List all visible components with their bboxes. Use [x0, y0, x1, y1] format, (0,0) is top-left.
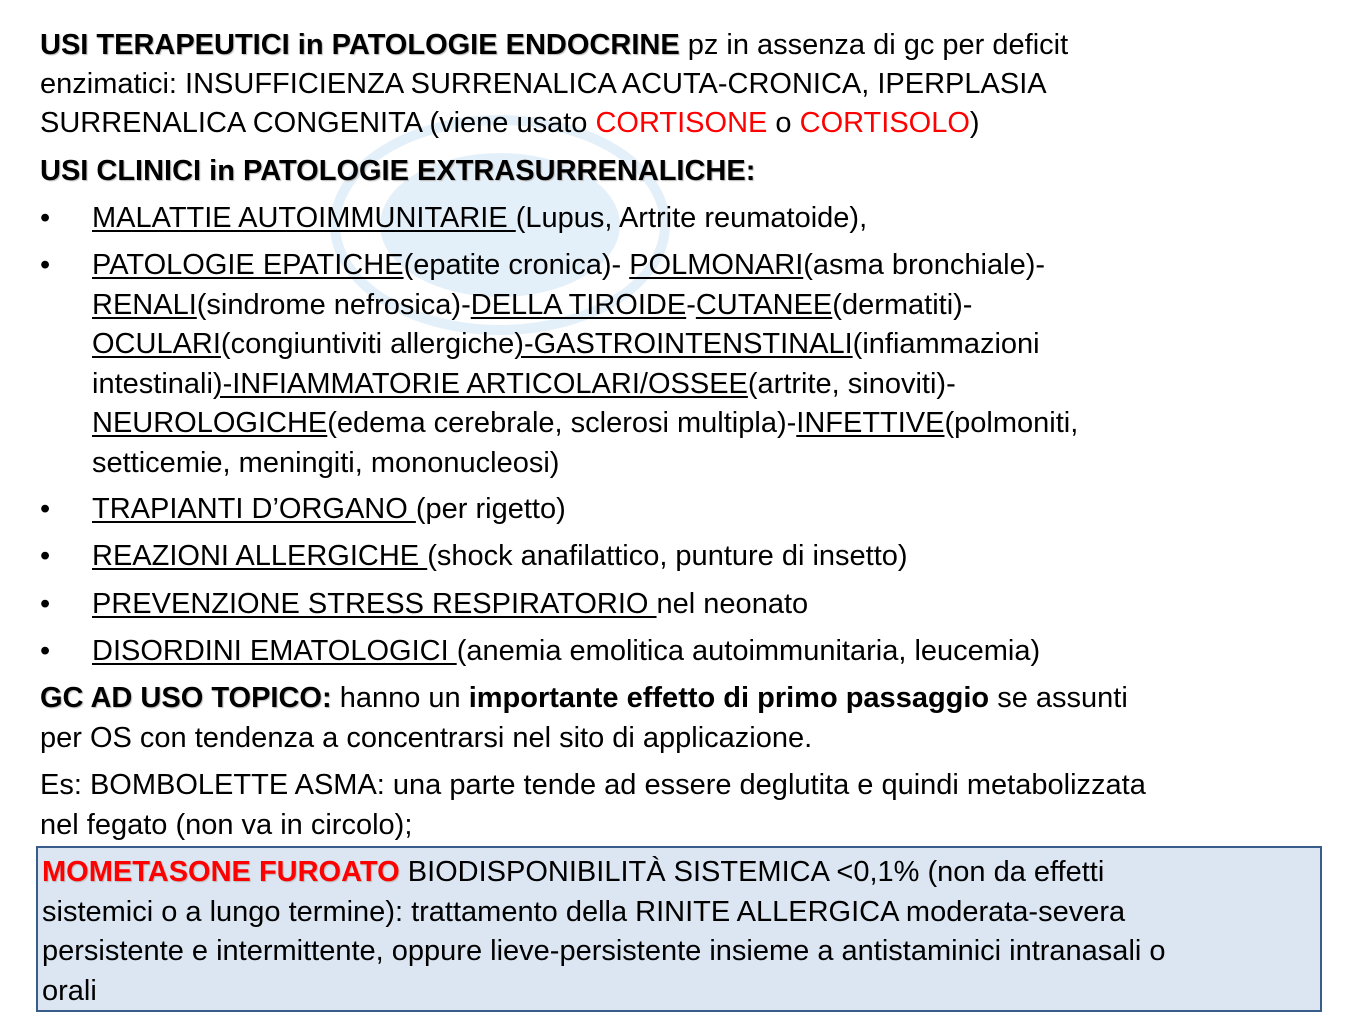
- endocrine-line-1: USI TERAPEUTICI in PATOLOGIE ENDOCRINE pz in assenza di gc per deficit: [40, 29, 1069, 61]
- example-line-1: Es: BOMBOLETTE ASMA: una parte tende ad essere deglutita e quindi metabolizzata: [40, 769, 1146, 801]
- bullet-dot: •: [40, 249, 51, 281]
- endocrine-line-3: SURRENALICA CONGENITA (viene usato CORTISONE o CORTISOLO): [40, 107, 980, 139]
- bullet-dot: •: [40, 493, 51, 525]
- endocrine-line-2: enzimatici: INSUFFICIENZA SURRENALICA ACUTA-CRONICA, IPERPLASIA: [40, 68, 1047, 100]
- box-line-4: orali: [42, 975, 97, 1007]
- box-line-2: sistemici o a lungo termine): trattamento della RINITE ALLERGICA moderata-severa: [42, 896, 1126, 928]
- bullet-dot: •: [40, 540, 51, 572]
- bullet-dot: •: [40, 635, 51, 667]
- drug-cortisone: CORTISONE: [595, 107, 768, 139]
- topical-heading: GC AD USO TOPICO:: [40, 682, 332, 714]
- box-line-1: MOMETASONE FUROATO BIODISPONIBILITÀ SISTEMICA <0,1% (non da effetti: [42, 856, 1105, 888]
- drug-cortisol: CORTISOLO: [799, 107, 970, 139]
- clinical-heading: USI CLINICI in PATOLOGIE EXTRASURRENALICHE:: [40, 155, 756, 187]
- example-line-2: nel fegato (non va in circolo);: [40, 809, 413, 841]
- bullet-dot: •: [40, 588, 51, 620]
- box-line-3: persistente e intermittente, oppure lieve-persistente insieme a antistaminici intranasali o: [42, 935, 1166, 967]
- topical-line-2: per OS con tendenza a concentrarsi nel sito di applicazione.: [40, 722, 813, 754]
- endocrine-heading: USI TERAPEUTICI in PATOLOGIE ENDOCRINE: [40, 29, 680, 61]
- mometasone-heading: MOMETASONE FUROATO: [42, 856, 400, 888]
- mometasone-box: [36, 846, 1322, 1012]
- bullet-dot: •: [40, 202, 51, 234]
- topical-line-1: GC AD USO TOPICO: hanno un importante effetto di primo passaggio se assunti: [40, 682, 1128, 714]
